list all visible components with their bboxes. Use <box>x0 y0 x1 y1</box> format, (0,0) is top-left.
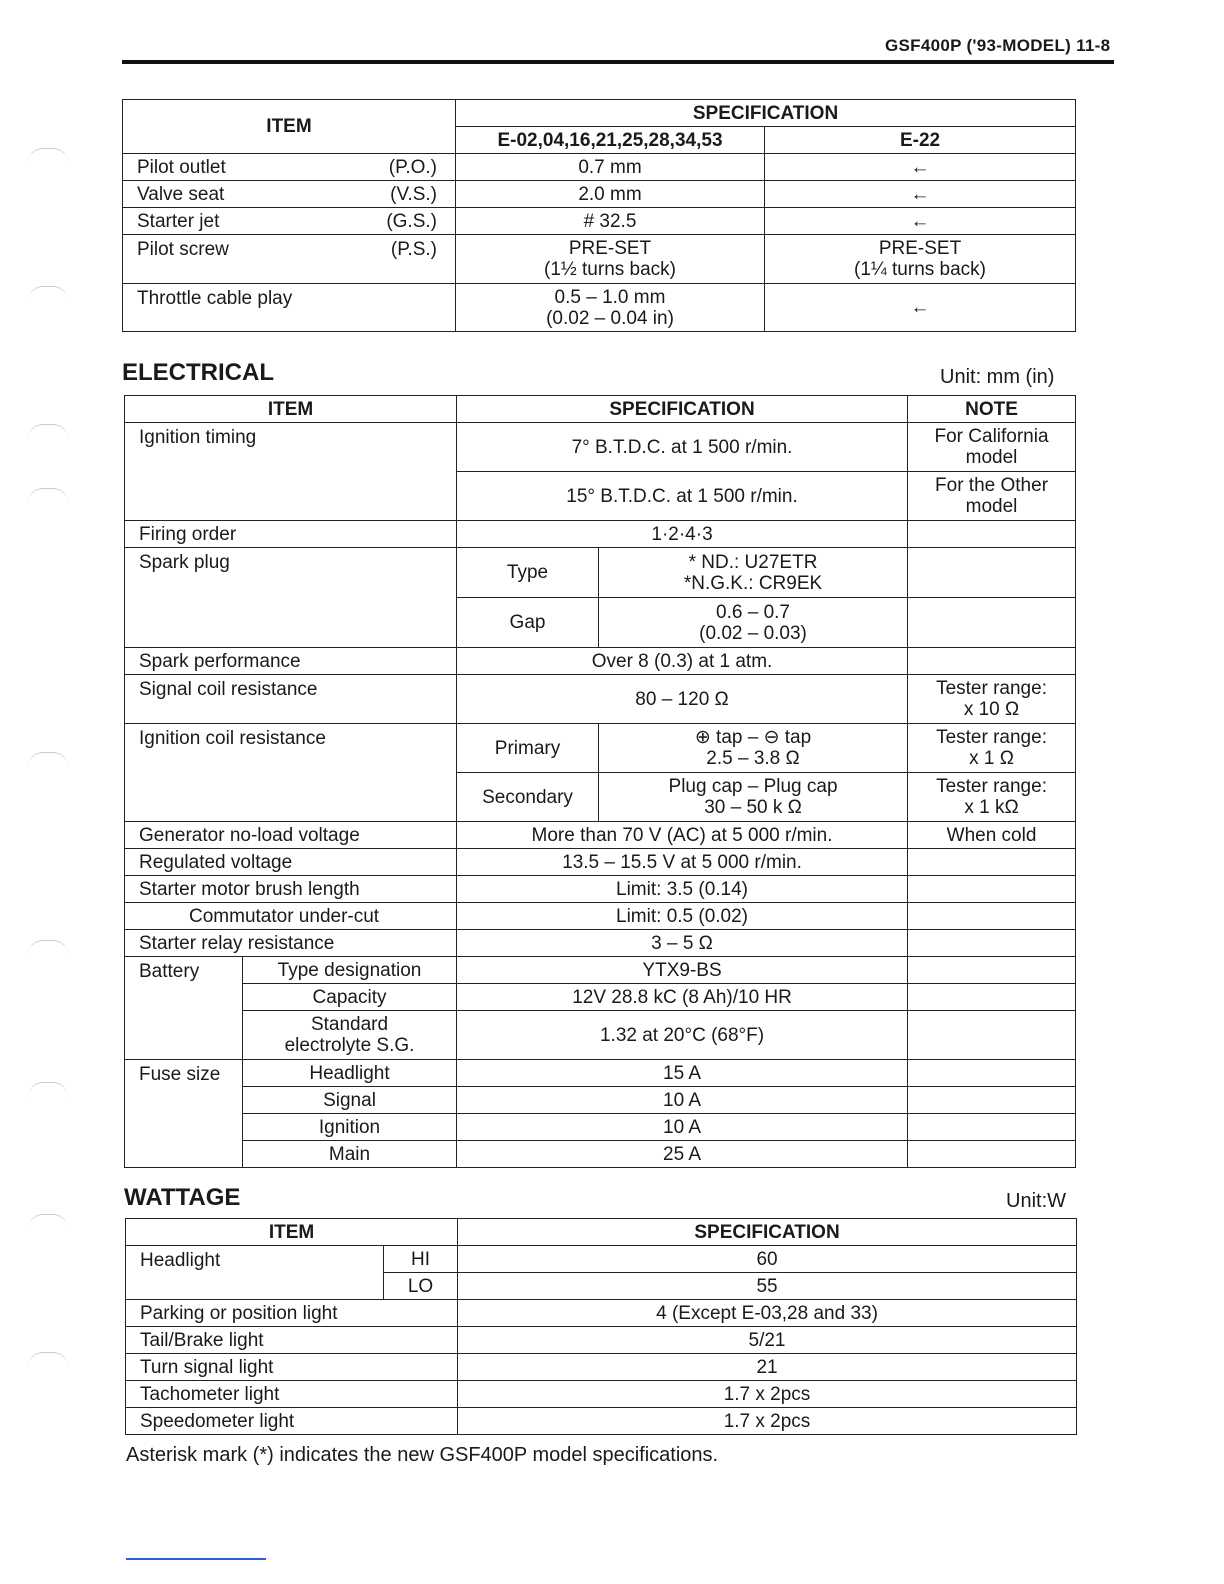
table-row: Pilot outlet (P.O.) 0.7 mm ← <box>123 154 1076 181</box>
wattage-spec-table <box>125 1218 1077 1435</box>
table-row: Generator no-load voltage More than 70 V (AC) at 5 000 r/min. When cold <box>125 822 1076 849</box>
table-row: Commutator under-cut Limit: 0.5 (0.02) <box>125 903 1076 930</box>
table-row: Throttle cable play 0.5 – 1.0 mm (0.02 – 0.04 in) ← <box>123 284 1076 332</box>
table-row: Spark plug Type * ND.: U27ETR *N.G.K.: CR9EK <box>125 548 1076 598</box>
item-header: ITEM <box>125 396 457 423</box>
item-header: ITEM <box>126 1219 458 1246</box>
carburetor-spec-table <box>122 99 1076 332</box>
table-row: LO 55 <box>126 1273 1077 1300</box>
spec-col-e22: E-22 <box>765 127 1076 154</box>
table-row: Fuse size Headlight 15 A <box>125 1060 1076 1087</box>
electrical-heading: ELECTRICAL <box>122 359 274 386</box>
table-row: Capacity 12V 28.8 kC (8 Ah)/10 HR <box>125 984 1076 1011</box>
bottom-rule <box>126 1558 266 1560</box>
footnote: Asterisk mark (*) indicates the new GSF400P model specifications. <box>126 1444 719 1466</box>
page-header: GSF400P ('93-MODEL) 11-8 <box>885 36 1111 55</box>
table-row: Ignition 10 A <box>125 1114 1076 1141</box>
note-header: NOTE <box>908 396 1076 423</box>
table-row: Valve seat (V.S.) 2.0 mm ← <box>123 181 1076 208</box>
table-row: Ignition coil resistance Primary ⊕ tap – ⊖ tap 2.5 – 3.8 Ω Tester range: x 1 Ω <box>125 724 1076 773</box>
wattage-heading: WATTAGE <box>124 1184 241 1211</box>
table-row: Headlight HI 60 <box>126 1246 1077 1273</box>
electrical-unit: Unit: mm (in) <box>940 366 1055 388</box>
spec-header: SPECIFICATION <box>457 396 908 423</box>
table-row: 15° B.T.D.C. at 1 500 r/min. For the Other model <box>125 472 1076 521</box>
table-row: Signal coil resistance 80 – 120 Ω Tester range: x 10 Ω <box>125 675 1076 724</box>
spec-header: SPECIFICATION <box>456 100 1076 127</box>
table-row: Starter relay resistance 3 – 5 Ω <box>125 930 1076 957</box>
table-row: Tail/Brake light 5/21 <box>126 1327 1077 1354</box>
table-row: Starter jet (G.S.) # 32.5 ← <box>123 208 1076 235</box>
table-row: Turn signal light 21 <box>126 1354 1077 1381</box>
spec-header: SPECIFICATION <box>458 1219 1077 1246</box>
electrical-spec-table <box>124 395 1076 1168</box>
table-row: Main 25 A <box>125 1141 1076 1168</box>
table-row: Starter motor brush length Limit: 3.5 (0.14) <box>125 876 1076 903</box>
header-rule <box>122 60 1114 64</box>
table-row: Tachometer light 1.7 x 2pcs <box>126 1381 1077 1408</box>
spec-col-e02: E-02,04,16,21,25,28,34,53 <box>456 127 765 154</box>
item-header: ITEM <box>123 100 456 154</box>
table-row: Battery Type designation YTX9-BS <box>125 957 1076 984</box>
table-row: Firing order 1·2·4·3 <box>125 521 1076 548</box>
table-row: Speedometer light 1.7 x 2pcs <box>126 1408 1077 1435</box>
table-row: Regulated voltage 13.5 – 15.5 V at 5 000 r/min. <box>125 849 1076 876</box>
table-row: Secondary Plug cap – Plug cap 30 – 50 k Ω Tester range: x 1 kΩ <box>125 773 1076 822</box>
table-row: Pilot screw (P.S.) PRE-SET (1½ turns back) PRE-SET (1¼ turns back) <box>123 235 1076 284</box>
table-row: Spark performance Over 8 (0.3) at 1 atm. <box>125 648 1076 675</box>
table-row: Signal 10 A <box>125 1087 1076 1114</box>
table-row: Gap 0.6 – 0.7 (0.02 – 0.03) <box>125 598 1076 648</box>
wattage-unit: Unit:W <box>1006 1190 1066 1212</box>
table-row: Ignition timing 7° B.T.D.C. at 1 500 r/min. For California model <box>125 423 1076 472</box>
table-row: Parking or position light 4 (Except E-03,28 and 33) <box>126 1300 1077 1327</box>
table-row: Standard electrolyte S.G. 1.32 at 20°C (68°F) <box>125 1011 1076 1060</box>
